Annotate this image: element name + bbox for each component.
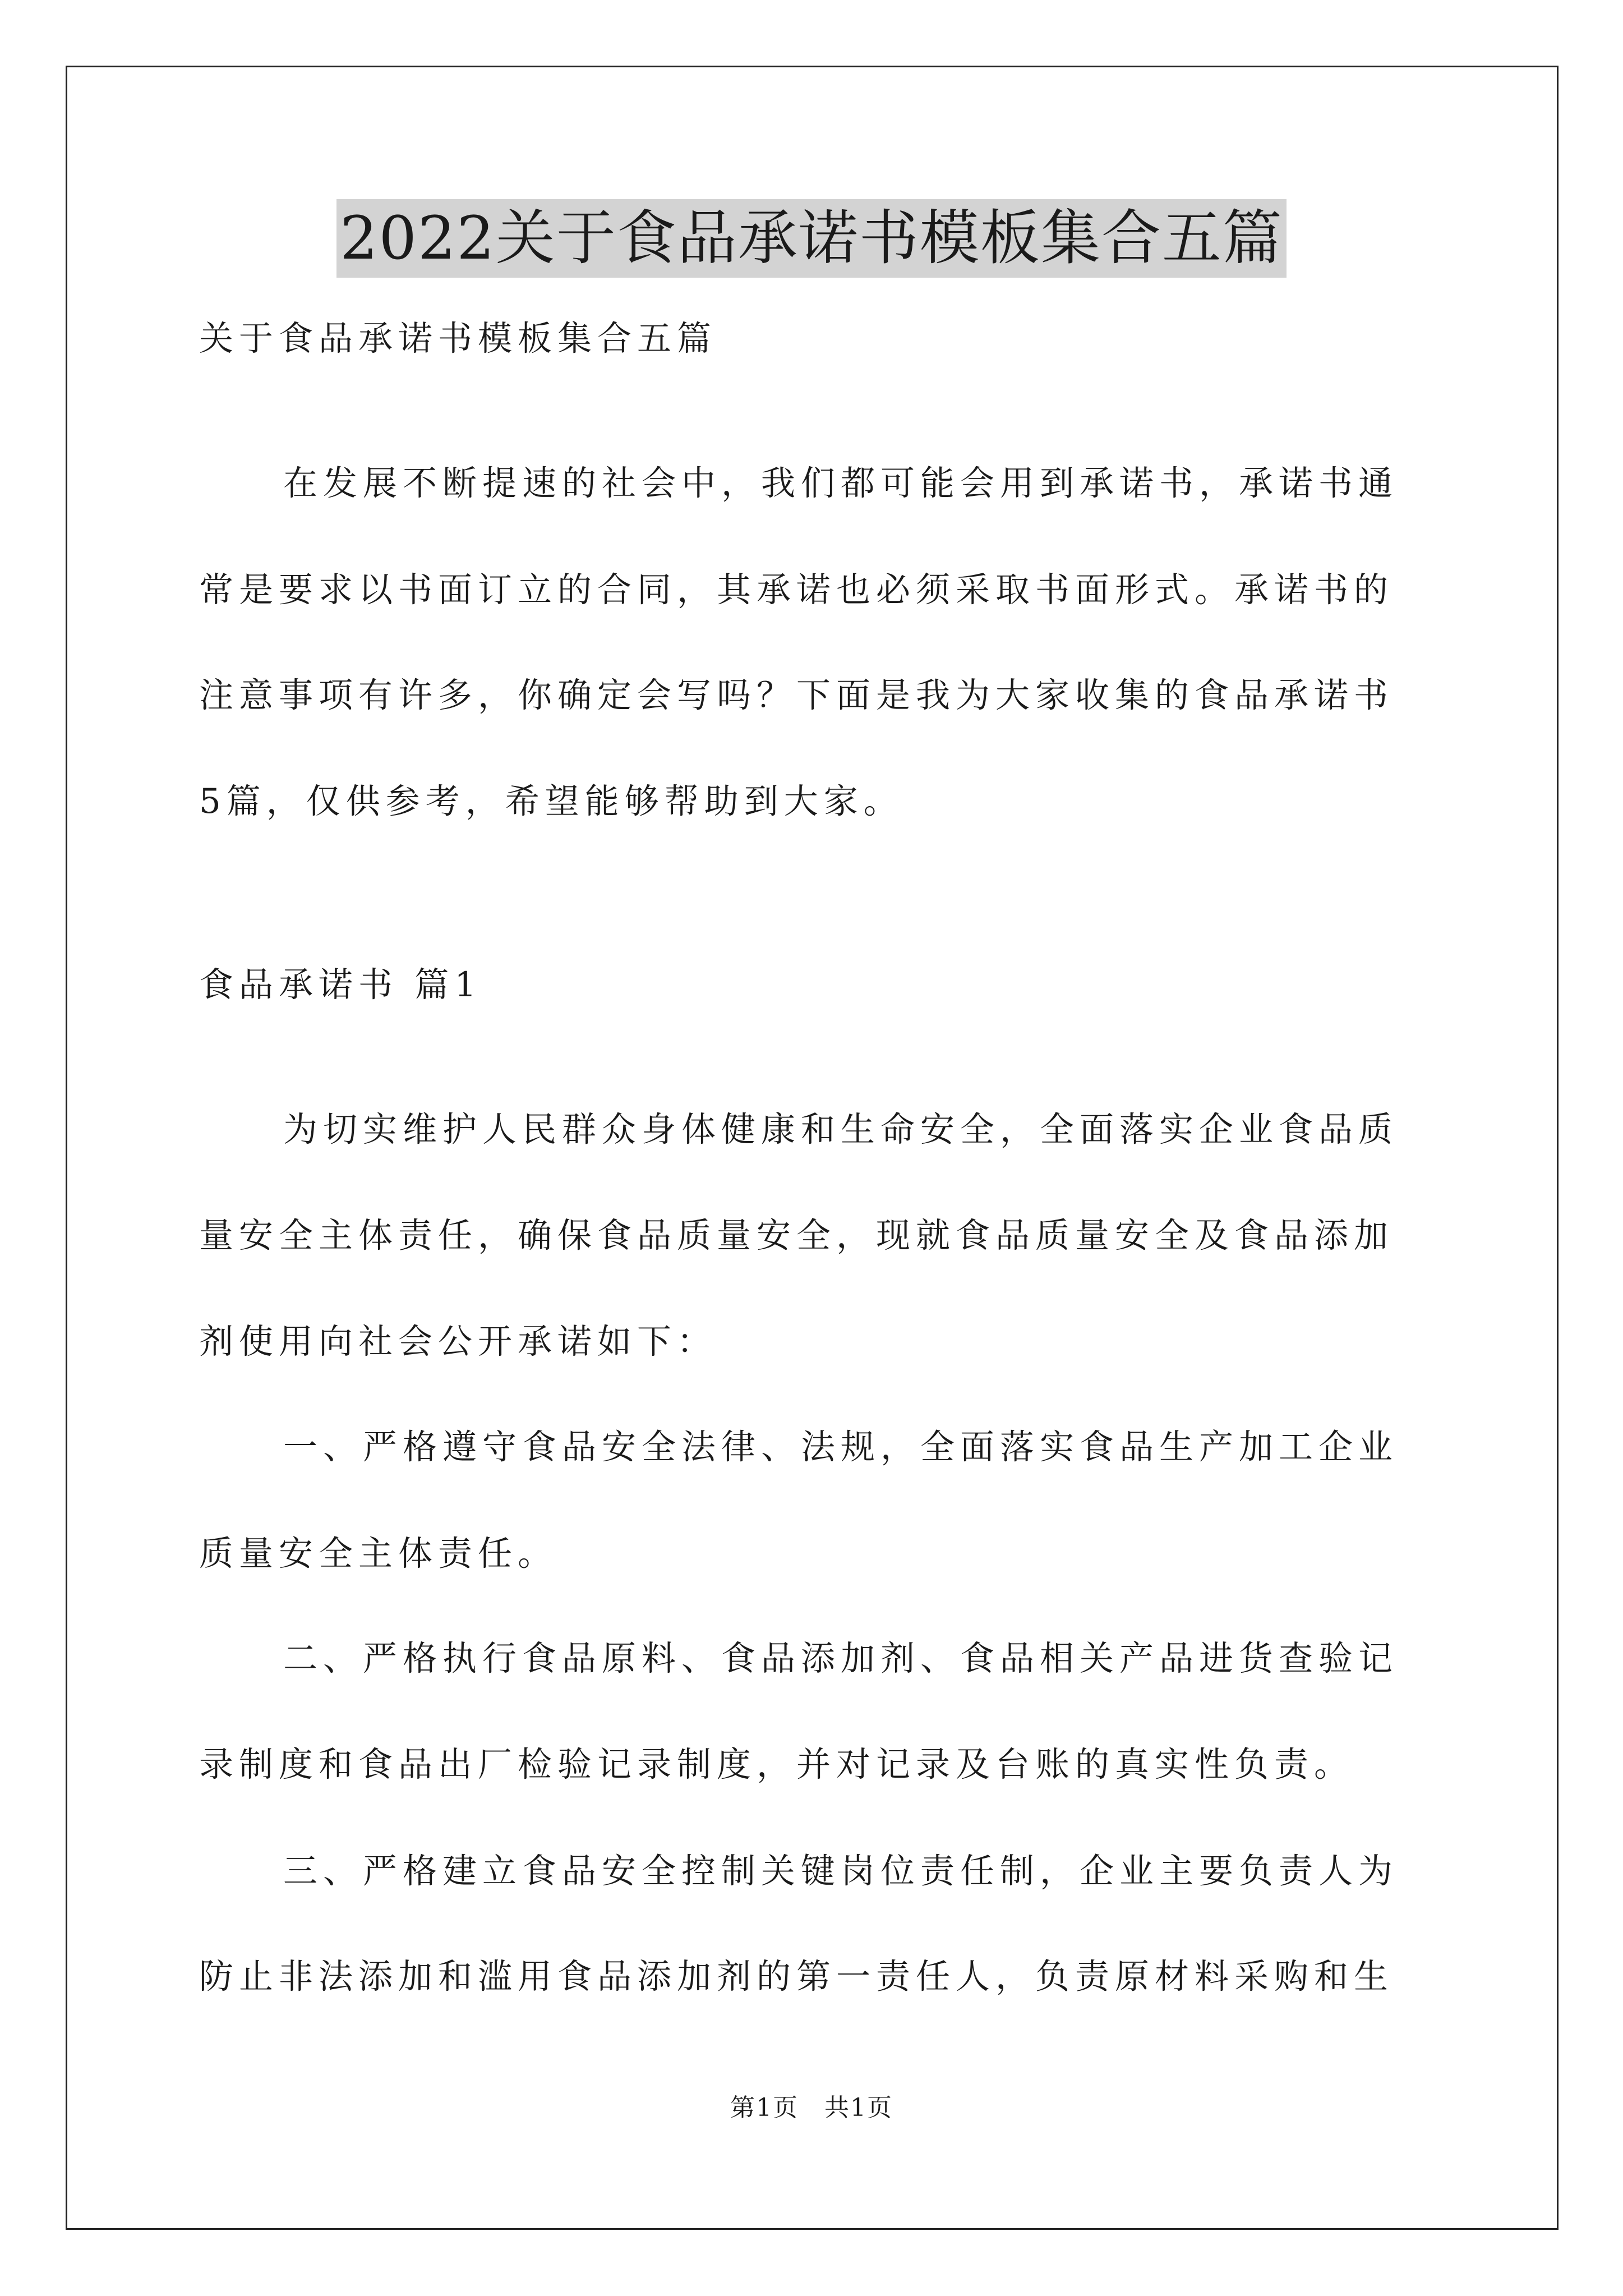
body-line: 为切实维护人民群众身体健康和生命安全，全面落实企业食品质	[283, 1110, 1399, 1149]
intro-line: 在发展不断提速的社会中，我们都可能会用到承诺书，承诺书通	[283, 463, 1399, 503]
page-footer: 第1页 共1页	[730, 2093, 893, 2122]
section-heading: 食品承诺书 篇1	[199, 965, 482, 1005]
intro-line: 注意事项有许多，你确定会写吗？下面是我为大家收集的食品承诺书	[199, 675, 1394, 715]
document-title: 2022关于食品承诺书模板集合五篇	[336, 199, 1287, 278]
document-subtitle: 关于食品承诺书模板集合五篇	[199, 319, 717, 358]
body-line: 一、严格遵守食品安全法律、法规，全面落实食品生产加工企业	[283, 1427, 1399, 1467]
body-line: 防止非法添加和滥用食品添加剂的第一责任人，负责原材料采购和生	[199, 1957, 1394, 1996]
body-line: 剂使用向社会公开承诺如下：	[199, 1322, 717, 1361]
intro-line: 5篇，仅供参考，希望能够帮助到大家。	[199, 781, 903, 821]
body-line: 质量安全主体责任。	[199, 1534, 558, 1573]
body-line: 录制度和食品出厂检验记录制度，并对记录及台账的真实性负责。	[199, 1745, 1354, 1784]
intro-line: 常是要求以书面订立的合同，其承诺也必须采取书面形式。承诺书的	[199, 570, 1394, 610]
body-line: 二、严格执行食品原料、食品添加剂、食品相关产品进货查验记	[283, 1639, 1399, 1678]
body-line: 三、严格建立食品安全控制关键岗位责任制，企业主要负责人为	[283, 1851, 1399, 1891]
title-container	[0, 199, 1623, 278]
body-line: 量安全主体责任，确保食品质量安全，现就食品质量安全及食品添加	[199, 1216, 1394, 1255]
